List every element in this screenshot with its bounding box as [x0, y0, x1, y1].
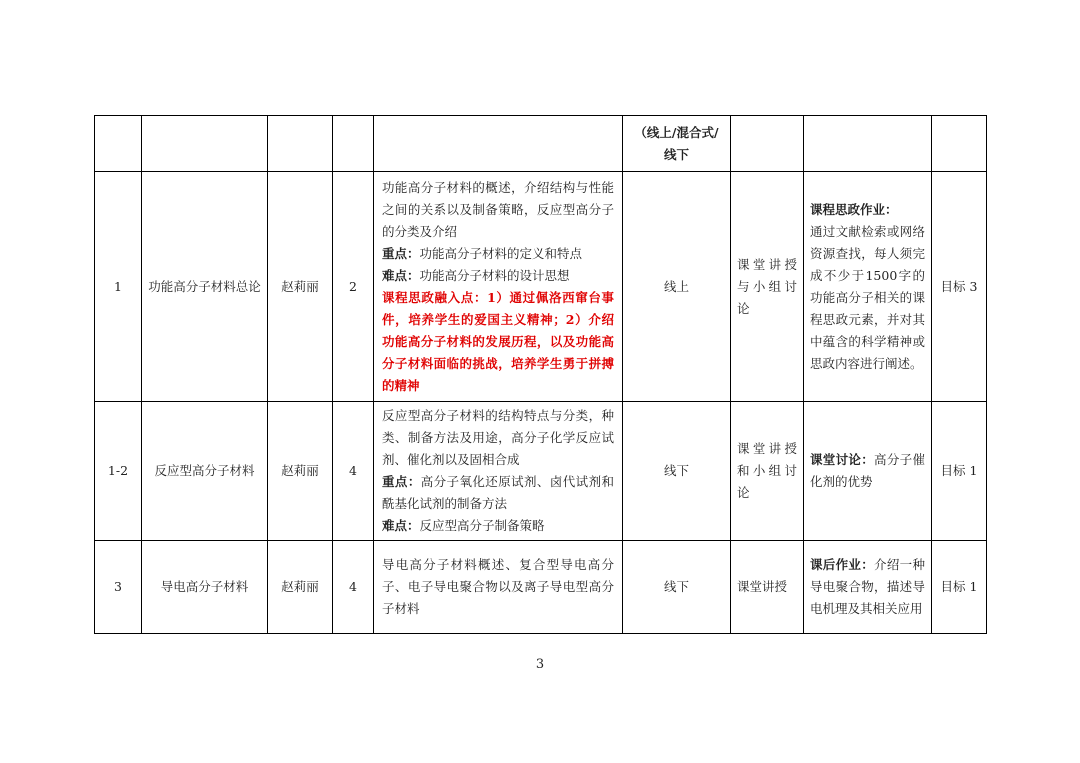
homework-cell: [804, 541, 932, 634]
homework-cell: [804, 402, 932, 541]
key-point: [382, 243, 614, 265]
homework-label: 课程思政作业：: [810, 201, 898, 217]
teacher-cell: 赵莉丽: [268, 172, 333, 402]
table-row: [95, 541, 987, 634]
difficulty-text: 反应型高分子制备策略: [419, 518, 545, 533]
homework-text: 通过文献检索或网络资源查找，每人须完成不少于1500字的功能高分子相关的课程思政元素，并对其中蕴含的科学精神或思政内容进行阐述。: [810, 223, 925, 371]
difficulty-text: 功能高分子材料的设计思想: [419, 267, 570, 283]
content-text: 功能高分子材料的概述，介绍结构与性能之间的关系以及制备策略，反应型高分子的分类及介绍: [382, 179, 614, 239]
goal-cell: 目标 1: [932, 541, 987, 634]
table-row: [95, 402, 987, 541]
course-schedule-table: [94, 115, 987, 634]
mode-cell: 线下: [623, 541, 731, 634]
title-cell: 功能高分子材料总论: [142, 172, 268, 402]
mode-header-cell: [623, 116, 731, 172]
content-text: 反应型高分子材料的结构特点与分类，种类、制备方法及用途，高分子化学反应试剂、催化剂以及固相合成: [382, 408, 614, 467]
key-text: 功能高分子材料的定义和特点: [419, 245, 583, 261]
hours-cell: 4: [333, 402, 374, 541]
teacher-cell: 赵莉丽: [268, 541, 333, 634]
table-header-row: [95, 116, 987, 172]
key-point: [382, 471, 614, 515]
ideology-point: 课程思政融入点：1）通过佩洛西窜台事件，培养学生的爱国主义精神；2）介绍功能高分子材料的发展历程，以及功能高分子材料面临的挑战，培养学生勇于拼搏的精神: [382, 289, 614, 393]
title-cell: 导电高分子材料: [142, 541, 268, 634]
difficulty-point: [382, 265, 614, 287]
title-cell: 反应型高分子材料: [142, 402, 268, 541]
key-text: 高分子氧化还原试剂、卤代试剂和酰基化试剂的制备方法: [382, 474, 614, 511]
homework-label: 课后作业：: [810, 557, 875, 572]
content-cell: [374, 402, 623, 541]
difficulty-label: 难点：: [382, 267, 420, 283]
method-cell: 课堂讲授与小组讨论: [731, 172, 804, 402]
seq-cell: 3: [95, 541, 142, 634]
method-cell: 课堂讲授: [731, 541, 804, 634]
homework-cell: [804, 172, 932, 402]
mode-cell: 线上: [623, 172, 731, 402]
mode-header-text: （线上/混合式/线下: [634, 124, 719, 162]
seq-cell: 1: [95, 172, 142, 402]
hours-cell: 4: [333, 541, 374, 634]
goal-cell: 目标 3: [932, 172, 987, 402]
page-number: 3: [535, 657, 545, 672]
key-label: 重点：: [382, 245, 420, 261]
homework-label: 课堂讨论：: [810, 452, 875, 467]
homework-text: 介绍一种导电聚合物，描述导电机理及其相关应用: [810, 557, 925, 616]
difficulty-label: 难点：: [382, 518, 420, 533]
teacher-cell: 赵莉丽: [268, 402, 333, 541]
hours-cell: 2: [333, 172, 374, 402]
homework-text: 高分子催化剂的优势: [810, 452, 925, 489]
content-cell: [374, 172, 623, 402]
seq-cell: 1-2: [95, 402, 142, 541]
difficulty-point: [382, 515, 614, 537]
method-cell: 课堂讲授和小组讨论: [731, 402, 804, 541]
mode-cell: 线下: [623, 402, 731, 541]
table-row: [95, 172, 987, 402]
content-text: 导电高分子材料概述、复合型导电高分子、电子导电聚合物以及离子导电型高分子材料: [382, 557, 614, 616]
key-label: 重点：: [382, 474, 421, 489]
goal-cell: 目标 1: [932, 402, 987, 541]
content-cell: [374, 541, 623, 634]
